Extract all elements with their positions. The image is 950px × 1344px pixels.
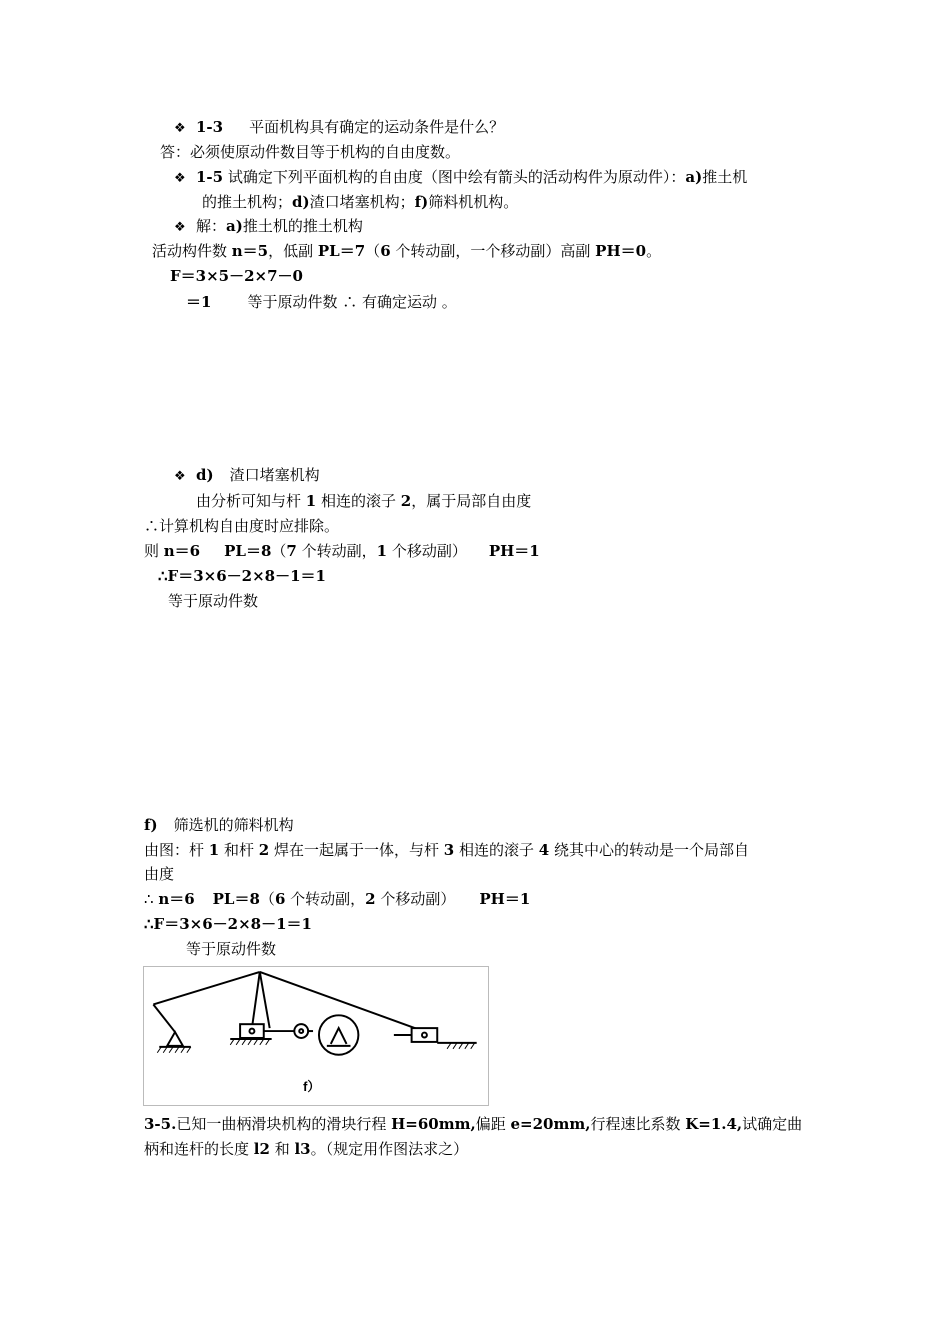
formula: F＝3×5－2×7－0 — [170, 267, 303, 285]
value-n: n＝5 — [231, 242, 269, 260]
value-pl: PL＝8 — [212, 890, 260, 908]
value: 2 — [258, 841, 270, 859]
text: ，低副 — [268, 242, 318, 260]
label-f: f) — [414, 193, 429, 211]
label-f: f) — [144, 816, 158, 834]
solution-f-analysis — [144, 840, 749, 860]
value-l3: l3 — [294, 1140, 311, 1158]
label-d: d) — [196, 466, 214, 484]
solution-f-formula — [144, 914, 312, 934]
text: 绕其中心的转动是一个局部自 — [549, 841, 749, 859]
question-1-5-cont — [202, 192, 518, 212]
question-text: 平面机构具有确定的运动条件是什么？ — [249, 118, 505, 136]
value-n: n＝6 — [158, 890, 195, 908]
text: 相连的滚子 — [454, 841, 539, 859]
value: 2 — [365, 890, 376, 908]
question-number: 1-5 — [196, 168, 224, 186]
solution-f-result: 等于原动件数 — [186, 940, 277, 958]
solution-title: 渣口堵塞机构 — [229, 466, 320, 484]
text: 由分析可知与杆 — [196, 492, 306, 510]
text: 则 — [144, 542, 164, 560]
solution-a-formula — [170, 266, 303, 286]
value: 4 — [538, 841, 550, 859]
question-text: 筛料机机构。 — [428, 193, 519, 211]
question-text: 渣口堵塞机构； — [309, 193, 415, 211]
text: （ — [259, 890, 275, 908]
text: 和杆 — [219, 841, 259, 859]
bullet-icon: ❖ — [174, 171, 186, 186]
value-k: K=1.4, — [685, 1115, 743, 1133]
value: 1 — [305, 492, 317, 510]
question-1-3 — [174, 117, 504, 139]
value-e: e=20mm, — [510, 1115, 591, 1133]
text: 活动构件数 — [152, 242, 232, 260]
solution-d-analysis — [196, 491, 531, 511]
text: 个转动副， — [296, 542, 377, 560]
solution-d-formula — [158, 566, 326, 586]
bullet-icon: ❖ — [174, 121, 186, 136]
question-3-5-cont — [144, 1139, 468, 1159]
text: 个转动副，一个移动副）高副 — [390, 242, 596, 260]
text: 个移动副） — [375, 890, 456, 908]
label-a: a) — [685, 168, 703, 186]
mechanism-diagram — [144, 967, 488, 1105]
formula: ∴F＝3×6－2×8－1＝1 — [158, 567, 326, 585]
solution-f-counts — [144, 889, 530, 909]
text: ∴ — [144, 890, 159, 908]
value-n: n＝6 — [163, 542, 201, 560]
solution-title: 推土机的推土机构 — [242, 217, 363, 235]
value: 6 — [274, 890, 286, 908]
solution-a-result — [186, 292, 457, 312]
text: 。（规定用作图法求之） — [310, 1140, 469, 1158]
value-pl: PL＝7 — [317, 242, 366, 260]
formula-result: ＝1 — [186, 293, 212, 311]
text: 偏距 — [475, 1115, 511, 1133]
question-3-5 — [144, 1114, 802, 1134]
value: 3 — [443, 841, 455, 859]
value: 6 — [380, 242, 391, 260]
bullet-icon: ❖ — [174, 220, 186, 235]
question-text: 的推土机构； — [202, 193, 293, 211]
text: （ — [365, 242, 381, 260]
result-text: 等于原动件数 ∴ 有确定运动 。 — [247, 293, 457, 311]
value: 2 — [400, 492, 412, 510]
label-d: d) — [292, 193, 310, 211]
solution-a-counts — [152, 241, 661, 261]
value-ph: PH＝1 — [488, 542, 540, 560]
question-text: 试确定下列平面机构的自由度（图中绘有箭头的活动构件为原动件）： — [227, 168, 686, 186]
text: ，属于局部自由度 — [411, 492, 532, 510]
value: 1 — [208, 841, 220, 859]
bullet-icon: ❖ — [174, 469, 186, 484]
solution-d-counts — [144, 541, 540, 561]
value-h: H=60mm, — [391, 1115, 476, 1133]
value-pl: PL＝8 — [224, 542, 272, 560]
text: 个移动副） — [387, 542, 467, 560]
text: 试确定曲 — [742, 1115, 803, 1133]
question-number: 1-3 — [196, 118, 224, 136]
text: 个转动副， — [285, 890, 366, 908]
solution-f-analysis-cont: 由度 — [144, 865, 175, 883]
text: （ — [271, 542, 287, 560]
text: 。 — [646, 242, 662, 260]
mechanism-figure-f — [143, 966, 489, 1106]
text: 行程速比系数 — [590, 1115, 686, 1133]
solution-d-heading — [174, 465, 320, 487]
solution-title: 筛选机的筛料机构 — [173, 816, 294, 834]
question-text: 推土机 — [702, 168, 748, 186]
text: 和 — [269, 1140, 295, 1158]
text: 相连的滚子 — [316, 492, 401, 510]
label-a: a) — [226, 217, 243, 235]
answer-1-3: 答：必须使原动件数目等于机构的自由度数。 — [160, 143, 461, 161]
figure-caption: f） — [303, 1079, 321, 1095]
text: 柄和连杆的长度 — [144, 1140, 254, 1158]
question-number: 3-5. — [144, 1115, 177, 1133]
text: 由图：杆 — [144, 841, 209, 859]
solution-d-result: 等于原动件数 — [168, 592, 259, 610]
text: 已知一曲柄滑块机构的滑块行程 — [176, 1115, 392, 1133]
formula: ∴F＝3×6－2×8－1＝1 — [144, 915, 312, 933]
solution-a-heading — [174, 216, 363, 238]
solution-lead: 解： — [196, 217, 227, 235]
value-ph: PH＝1 — [479, 890, 531, 908]
question-1-5 — [174, 167, 747, 189]
value: 7 — [286, 542, 297, 560]
value-l2: l2 — [253, 1140, 270, 1158]
solution-f-heading — [144, 815, 294, 835]
value: 1 — [376, 542, 388, 560]
value-ph: PH＝0 — [595, 242, 647, 260]
solution-d-exclude: ∴计算机构自由度时应排除。 — [144, 517, 340, 535]
text: 焊在一起属于一体，与杆 — [269, 841, 444, 859]
